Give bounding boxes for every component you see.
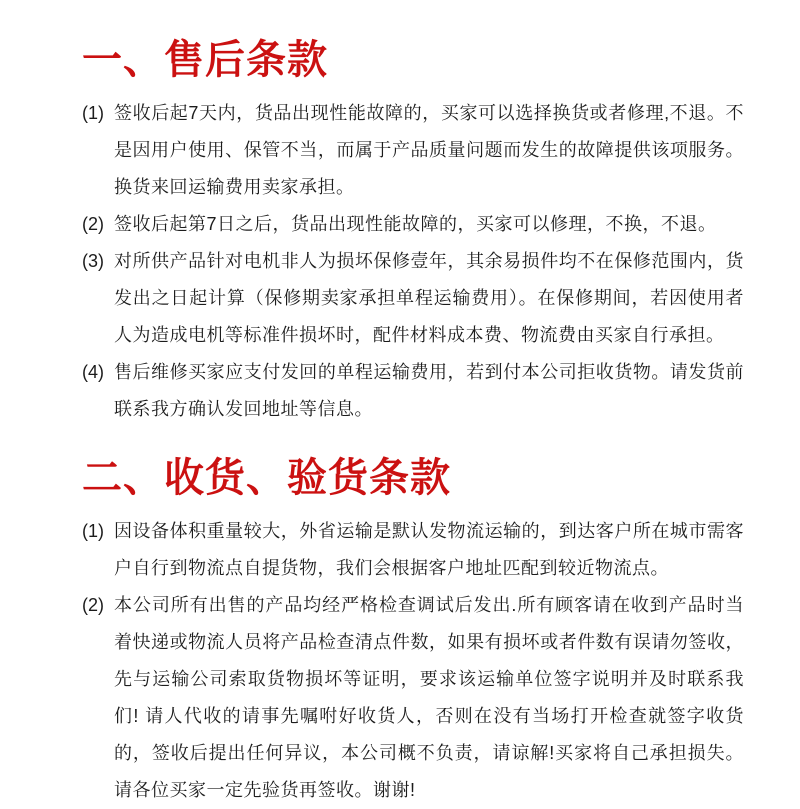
list-item [82,513,744,587]
list-item [82,587,744,809]
item-text: 售后维修买家应支付发回的单程运输费用，若到付本公司拒收货物。请发货前联系我方确认发回地址等信息。 [114,362,744,419]
list-item [82,95,744,206]
receiving-terms-list [82,513,744,809]
item-text: 本公司所有出售的产品均经严格检查调试后发出.所有顾客请在收到产品时当着快递或物流人员将产品检查清点件数，如果有损坏或者件数有误请勿签收，先与运输公司索取货物损坏等证明，要求该运输单位签字说明并及时联系我们! 请人代收的请事先嘱咐好收货人，否则在没有当场打开检查就签字收货的，签收后提出任何异议，本公司概不负责，请谅解!买家将自己承担损失。请各位买家一定先验货再签收。谢谢! [114,595,744,800]
item-number: (2) [82,214,104,234]
aftersales-terms-list [82,95,744,428]
item-text: 对所供产品针对电机非人为损坏保修壹年，其余易损件均不在保修范围内，货发出之日起计算（保修期卖家承担单程运输费用）。在保修期间，若因使用者人为造成电机等标准件损坏时，配件材料成本费、物流费由买家自行承担。 [114,251,744,345]
list-item [82,243,744,354]
item-number: (1) [82,521,104,541]
item-text: 签收后起7天内，货品出现性能故障的，买家可以选择换货或者修理,不退。不是因用户使用、保管不当，而属于产品质量问题而发生的故障提供该项服务。换货来回运输费用卖家承担。 [114,103,744,197]
item-number: (2) [82,595,104,615]
section-title-aftersales: 一、售后条款 [82,38,328,82]
item-number: (4) [82,362,104,382]
section-title-receiving-inspection: 二、收货、验货条款 [82,456,451,500]
item-text: 签收后起第7日之后，货品出现性能故障的，买家可以修理，不换，不退。 [114,214,717,234]
list-item [82,354,744,428]
item-number: (3) [82,251,104,271]
list-item [82,206,744,243]
item-text: 因设备体积重量较大，外省运输是默认发物流运输的，到达客户所在城市需客户自行到物流点自提货物，我们会根据客户地址匹配到较近物流点。 [114,521,744,578]
item-number: (1) [82,103,104,123]
